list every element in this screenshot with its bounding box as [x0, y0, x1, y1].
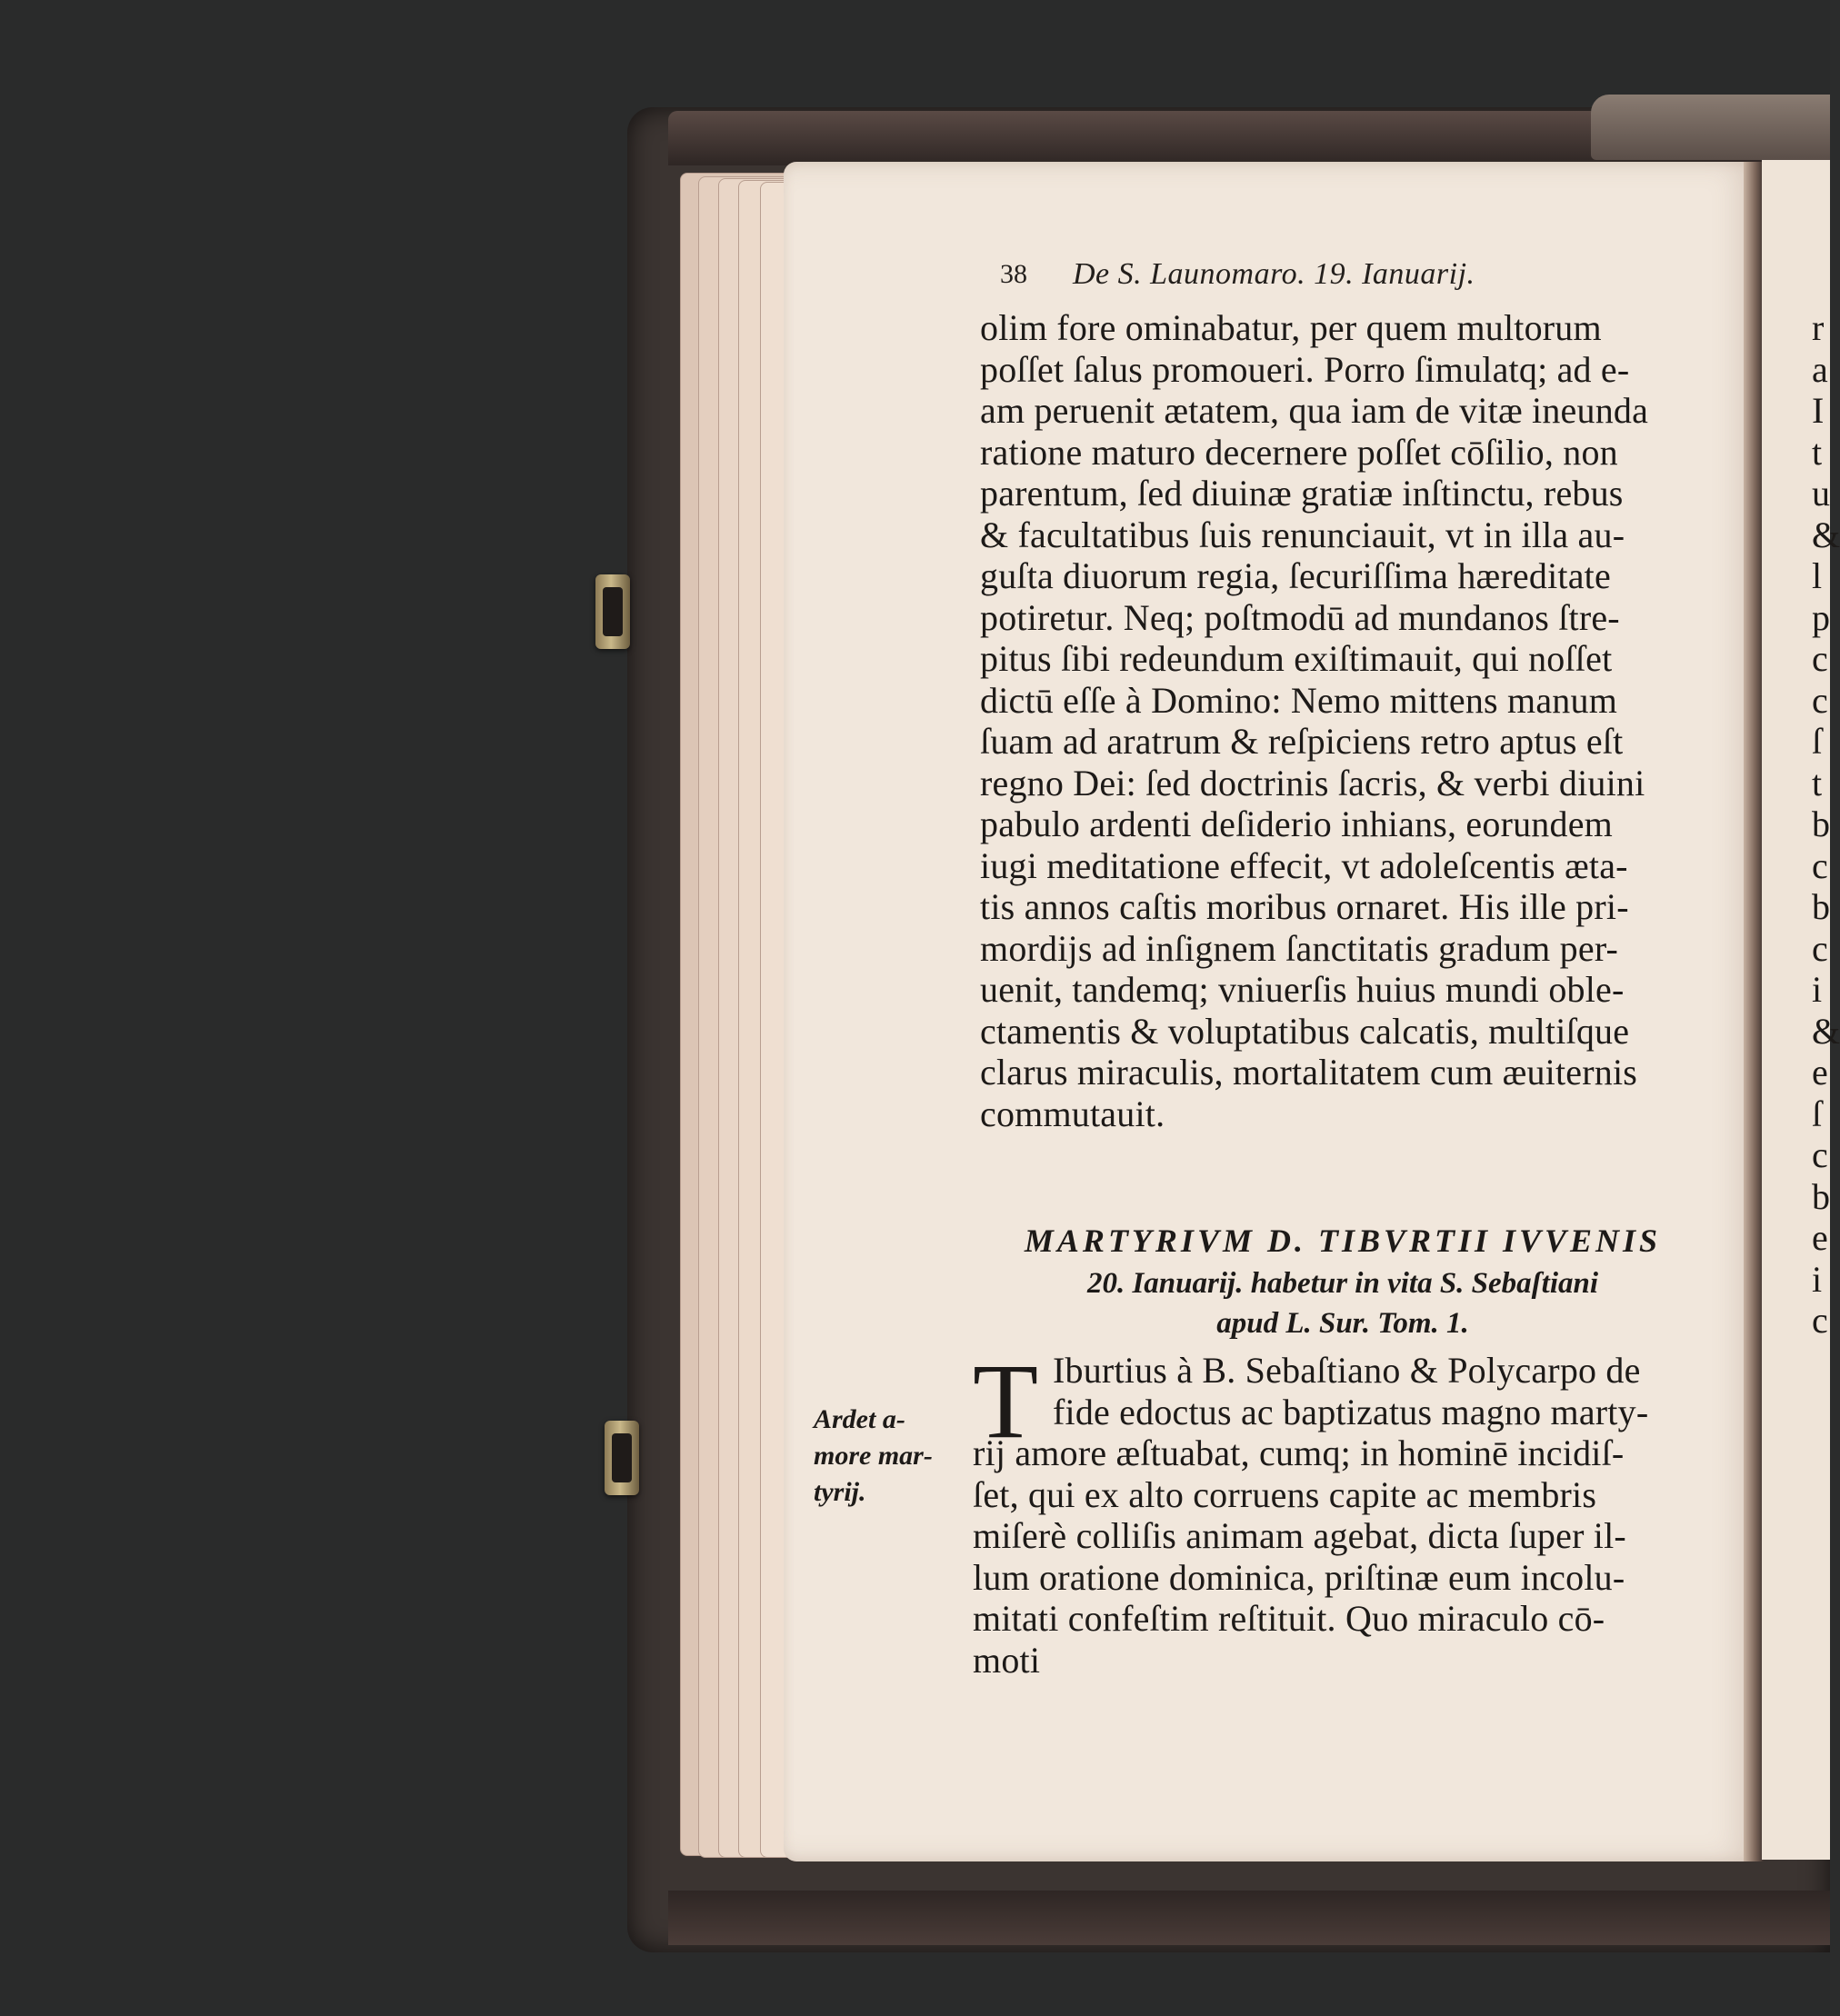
- text-line: miſerè colliſis animam agebat, dicta ſuper il-: [973, 1515, 1626, 1556]
- clasp-top-icon: [595, 574, 630, 649]
- marginal-line: tyrij.: [814, 1477, 866, 1507]
- text-line: iugi meditatione effecit, vt adoleſcentis æta-: [980, 844, 1628, 886]
- binding-bottom: [668, 1891, 1830, 1945]
- text-line: mitati confeſtim reſtituit. Quo miraculo cō-: [973, 1598, 1605, 1639]
- text-line: poſſet ſalus promoueri. Porro ſimulatq; ad e-: [980, 348, 1630, 390]
- facing-letter: p: [1812, 596, 1830, 638]
- facing-letter: c: [1812, 1300, 1828, 1341]
- drop-cap: T: [973, 1342, 1039, 1461]
- facing-letter: ſ: [1812, 1093, 1823, 1134]
- text-line: ctamentis & voluptatibus calcatis, multiſque: [980, 1010, 1630, 1052]
- body-text: [980, 307, 1735, 1134]
- text-line: dictū eſſe à Domino: Nemo mittens manum: [980, 679, 1618, 721]
- clasp-bottom-icon: [605, 1421, 639, 1495]
- book-gutter: [1744, 162, 1764, 1861]
- text-line: potiretur. Neq; poſtmodū ad mundanos ſtre-: [980, 596, 1620, 638]
- facing-letter: ſ: [1812, 721, 1823, 762]
- text-line: regno Dei: ſed doctrinis ſacris, & verbi diuini: [980, 762, 1645, 803]
- text-line: fide edoctus ac baptizatus magno marty-: [1053, 1391, 1649, 1432]
- page-number: 38: [1000, 259, 1027, 289]
- text-line: guſta diuorum regia, ſecuriſſima hæreditate: [980, 555, 1611, 596]
- facing-letter: I: [1812, 390, 1825, 431]
- facing-letter: &: [1812, 1010, 1840, 1052]
- text-line: & facultatibus ſuis renunciauit, vt in illa au-: [980, 514, 1625, 555]
- facing-letter: e: [1812, 1052, 1828, 1093]
- text-line: clarus miraculis, mortalitatem cum æuiternis: [980, 1052, 1638, 1093]
- text-line: olim fore ominabatur, per quem multorum: [980, 307, 1602, 348]
- facing-letter: t: [1812, 762, 1823, 803]
- facing-letter: i: [1812, 969, 1823, 1010]
- text-line: parentum, ſed diuinæ gratiæ inſtinctu, rebus: [980, 473, 1624, 514]
- text-line: ſuam ad aratrum & reſpiciens retro aptus eſt: [980, 721, 1624, 762]
- facing-letter: a: [1812, 348, 1828, 390]
- facing-letter: c: [1812, 927, 1828, 969]
- text-line: uenit, tandemq; vniuerſis huius mundi oble-: [980, 969, 1625, 1010]
- text-line: tis annos caſtis moribus ornaret. His ille pri-: [980, 886, 1629, 927]
- body-text-2: [973, 1342, 1736, 1681]
- section-heading: [975, 1218, 1711, 1343]
- spine-headband: [1591, 95, 1830, 160]
- text-line: rij amore æſtuabat, cumq; in hominē incidiſ-: [973, 1432, 1625, 1473]
- facing-letter: c: [1812, 1134, 1828, 1175]
- text-line: Iburtius à B. Sebaſtiano & Polycarpo de: [1053, 1350, 1641, 1391]
- facing-letter: b: [1812, 886, 1830, 927]
- section-subtitle: 20. Ianuarij. habetur in vita S. Sebaſtiani: [1086, 1267, 1599, 1300]
- facing-page-text: [1812, 307, 1840, 1342]
- text-line: commutauit.: [980, 1093, 1165, 1134]
- text-line: moti: [973, 1639, 1041, 1681]
- text-line: lum oratione dominica, priſtinæ eum incolu-: [973, 1556, 1625, 1598]
- facing-letter: u: [1812, 473, 1830, 514]
- facing-letter: t: [1812, 431, 1823, 473]
- facing-letter: &: [1812, 514, 1840, 555]
- marginal-note: [814, 1402, 950, 1511]
- marginal-line: more mar-: [814, 1441, 933, 1471]
- text-line: ſet, qui ex alto corruens capite ac membris: [973, 1473, 1597, 1515]
- text-line: am peruenit ætatem, qua iam de vitæ ineunda: [980, 390, 1649, 431]
- facing-letter: l: [1812, 555, 1823, 596]
- facing-letter: r: [1812, 307, 1825, 348]
- facing-letter: c: [1812, 638, 1828, 679]
- marginal-line: Ardet a-: [814, 1404, 905, 1434]
- section-title: MARTYRIVM D. TIBVRTII IVVENIS: [1024, 1223, 1662, 1259]
- facing-letter: b: [1812, 803, 1830, 844]
- facing-letter: i: [1812, 1258, 1823, 1300]
- text-line: mordijs ad inſignem ſanctitatis gradum per-: [980, 927, 1619, 969]
- facing-letter: b: [1812, 1175, 1830, 1217]
- text-line: pabulo ardenti deſiderio inhians, eorundem: [980, 803, 1613, 844]
- facing-letter: c: [1812, 679, 1828, 721]
- text-line: ratione maturo decernere poſſet cōſilio, non: [980, 431, 1618, 473]
- running-head: De S. Launomaro. 19. Ianuarij.: [1073, 257, 1475, 291]
- facing-letter: e: [1812, 1217, 1828, 1258]
- section-source: apud L. Sur. Tom. 1.: [1216, 1307, 1469, 1340]
- text-line: pitus ſibi redeundum exiſtimauit, qui noſſet: [980, 638, 1613, 679]
- facing-letter: c: [1812, 844, 1828, 886]
